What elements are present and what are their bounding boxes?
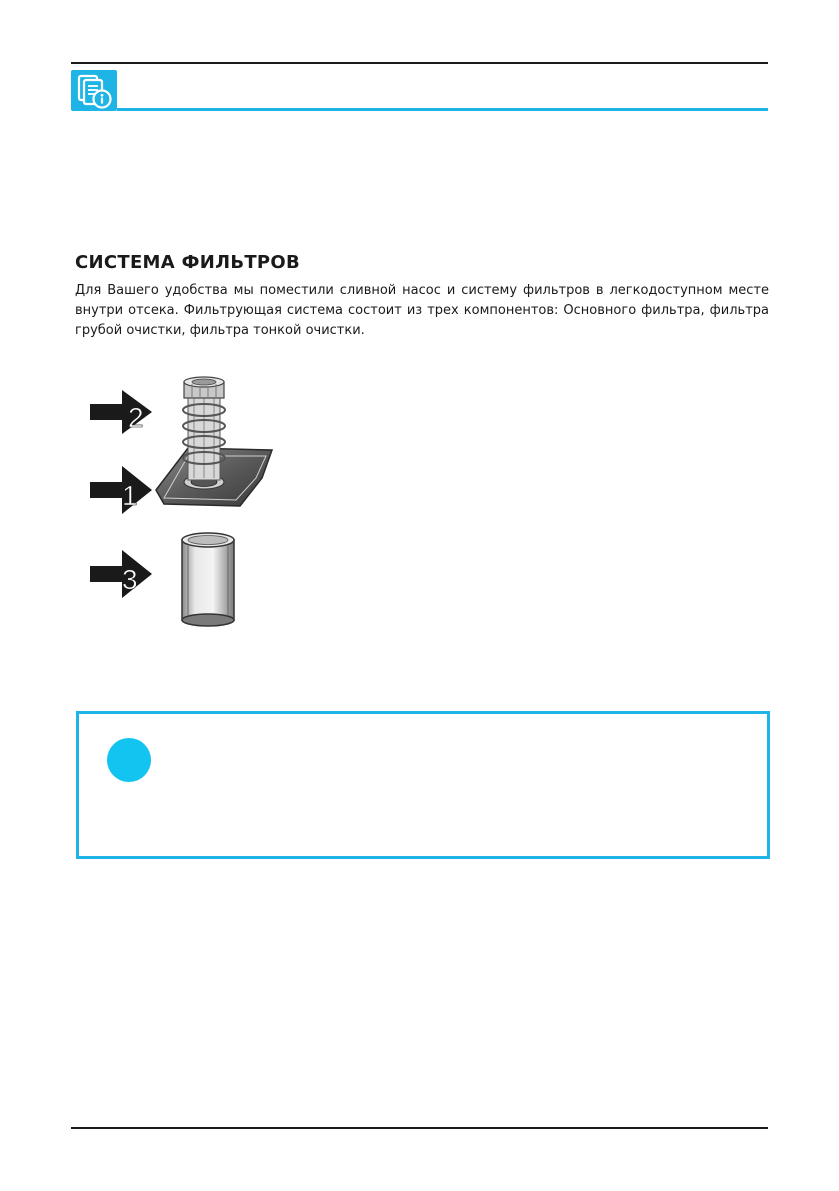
document-info-icon <box>71 70 117 111</box>
callout-label-3: 3 <box>122 564 138 595</box>
callout-label-2: 2 <box>128 402 144 433</box>
section-title: СИСТЕМА ФИЛЬТРОВ <box>75 252 301 273</box>
note-box <box>76 711 770 859</box>
fine-filter-cylinder-icon <box>182 533 234 626</box>
callout-arrow-3 <box>90 550 152 598</box>
bottom-rule <box>71 1127 768 1129</box>
callout-arrow-1 <box>90 466 152 514</box>
header-rule <box>117 108 768 111</box>
callout-label-1: 1 <box>122 480 138 511</box>
info-dot-icon <box>107 738 151 782</box>
top-rule <box>71 62 768 64</box>
callout-arrow-2 <box>90 390 152 434</box>
intro-paragraph: Для Вашего удобства мы поместили сливной насос и систему фильтров в легкодоступном месте внутри отсека. Фильтрующая система состоит из трех компонентов: Основного фильтра, фильтра грубой очистки, фильтра тонкой очистки. <box>75 283 769 338</box>
coarse-filter-icon <box>183 377 225 480</box>
filter-system-figure <box>80 370 290 640</box>
